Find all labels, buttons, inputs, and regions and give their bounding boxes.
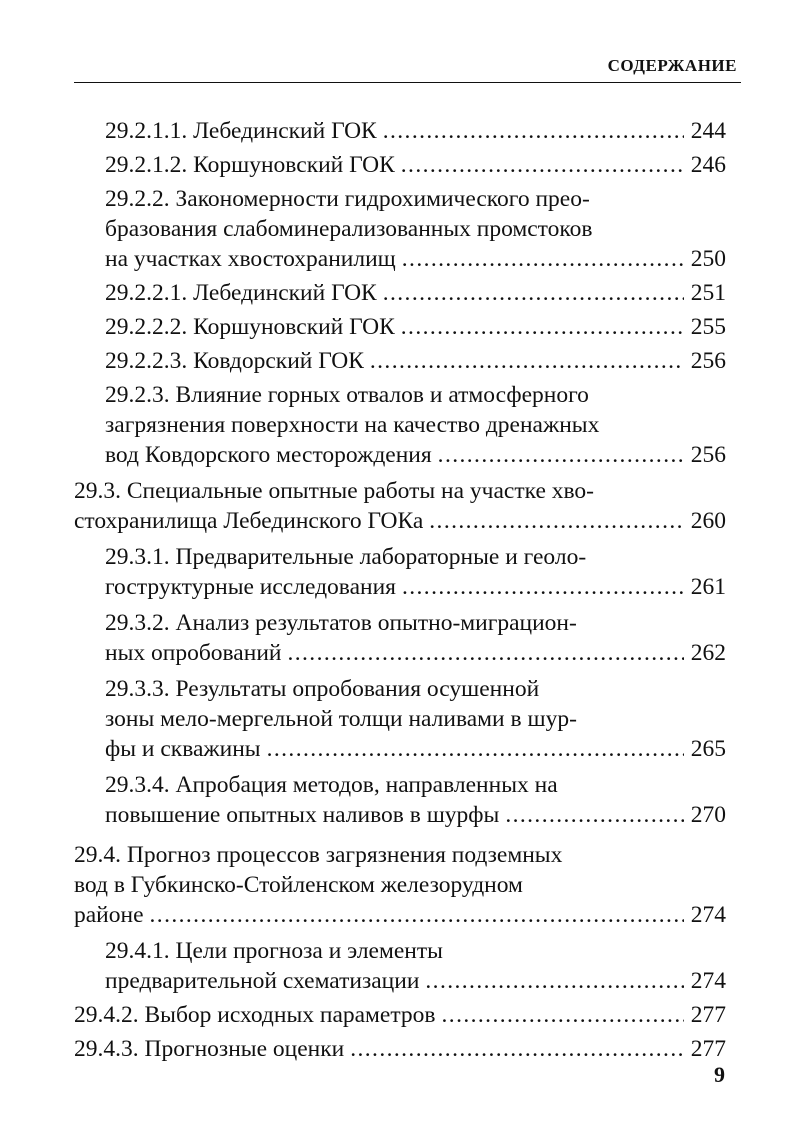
dot-leader [150, 900, 684, 930]
dot-leader [401, 312, 684, 342]
toc-page-number: 261 [690, 574, 726, 600]
toc-page-number: 274 [690, 902, 726, 928]
toc-entry-line: 29.3.1. Предварительные лабораторные и геоло- [105, 544, 587, 570]
toc-page-number: 244 [690, 118, 726, 144]
toc-entry-line: 29.3.2. Анализ результатов опытно-миграцион- [105, 610, 577, 636]
header-rule [74, 82, 741, 83]
toc-entry-line: гоструктурные исследования [105, 574, 396, 600]
toc-entry-29-2-2-1[interactable] [74, 278, 726, 308]
dot-leader [383, 278, 684, 308]
dot-leader [438, 440, 684, 470]
toc-page-number: 262 [690, 640, 726, 666]
page-number: 9 [714, 1062, 725, 1087]
dot-leader [429, 506, 684, 536]
toc-entry-29-2-2-2[interactable] [74, 312, 726, 342]
toc-entry-line: 29.3.3. Результаты опробования осушенной [105, 676, 540, 702]
toc-entry-29-3[interactable] [74, 476, 726, 536]
toc-entry-title: 29.2.2.3. Ковдорский ГОК [105, 348, 364, 374]
toc-entry-title: 29.2.1.1. Лебединский ГОК [105, 118, 377, 144]
toc-entry-line: стохранилища Лебединского ГОКа [74, 508, 424, 534]
toc-entry-line: повышение опытных наливов в шурфы [105, 802, 500, 828]
dot-leader [370, 346, 684, 376]
toc-entry-line: зоны мело-мергельной толщи наливами в шур- [105, 706, 577, 732]
dot-leader [267, 734, 684, 764]
table-of-contents [74, 116, 726, 1064]
toc-page-number: 250 [690, 246, 726, 272]
dot-leader [402, 572, 684, 602]
dot-leader [425, 966, 684, 996]
toc-entry-line: вод Ковдорского месторождения [105, 442, 432, 468]
toc-entry-29-2-3[interactable] [74, 380, 726, 470]
toc-entry-title: 29.4.2. Выбор исходных параметров [74, 1002, 436, 1028]
dot-leader [442, 1000, 684, 1030]
toc-entry-line: вод в Губкинско-Стойленском железорудном [74, 872, 523, 898]
toc-entry-line: 29.3. Специальные опытные работы на участке хво- [74, 478, 595, 504]
toc-entry-title: 29.2.2.2. Коршуновский ГОК [105, 314, 395, 340]
dot-leader [350, 1034, 684, 1064]
toc-page-number: 277 [690, 1036, 726, 1062]
toc-page-number: 277 [690, 1002, 726, 1028]
toc-entry-29-4[interactable] [74, 840, 726, 930]
toc-entry-line: фы и скважины [105, 736, 261, 762]
toc-entry-line: ных опробований [105, 640, 282, 666]
toc-entry-line: районе [74, 902, 144, 928]
toc-entry-line: загрязнения поверхности на качество дренажных [105, 412, 600, 438]
toc-entry-29-4-2[interactable] [74, 1000, 726, 1030]
dot-leader [383, 116, 684, 146]
toc-entry-line: бразования слабоминерализованных промстоков [105, 216, 593, 242]
toc-page-number: 251 [690, 280, 726, 306]
toc-entry-29-2-1-2[interactable] [74, 150, 726, 180]
toc-entry-line: на участках хвостохранилищ [105, 246, 396, 272]
toc-entry-29-4-1[interactable] [74, 936, 726, 996]
toc-page-number: 265 [690, 736, 726, 762]
running-head: СОДЕРЖАНИЕ [607, 56, 737, 75]
toc-page-number: 256 [690, 348, 726, 374]
toc-entry-29-3-2[interactable] [74, 608, 726, 668]
toc-entry-line: 29.2.3. Влияние горных отвалов и атмосферного [105, 382, 589, 408]
toc-page-number: 270 [690, 802, 726, 828]
dot-leader [287, 638, 684, 668]
toc-entry-29-3-4[interactable] [74, 770, 726, 830]
dot-leader [402, 244, 684, 274]
dot-leader [401, 150, 684, 180]
toc-entry-line: 29.2.2. Закономерности гидрохимического прео- [105, 186, 590, 212]
toc-entry-line: 29.4.1. Цели прогноза и элементы [105, 938, 443, 964]
toc-entry-29-3-3[interactable] [74, 674, 726, 764]
toc-page-number: 246 [690, 152, 726, 178]
toc-page-number: 256 [690, 442, 726, 468]
toc-page-number: 274 [690, 968, 726, 994]
toc-entry-title: 29.2.2.1. Лебединский ГОК [105, 280, 377, 306]
toc-entry-29-2-2-3[interactable] [74, 346, 726, 376]
toc-page-number: 260 [690, 508, 726, 534]
toc-entry-29-4-3[interactable] [74, 1034, 726, 1064]
toc-entry-title: 29.2.1.2. Коршуновский ГОК [105, 152, 395, 178]
toc-entry-29-3-1[interactable] [74, 542, 726, 602]
dot-leader [505, 800, 684, 830]
toc-entry-line: предварительной схематизации [105, 968, 420, 994]
toc-entry-line: 29.4. Прогноз процессов загрязнения подземных [74, 842, 563, 868]
toc-entry-line: 29.3.4. Апробация методов, направленных на [105, 772, 558, 798]
toc-page-number: 255 [690, 314, 726, 340]
toc-entry-29-2-2[interactable] [74, 184, 726, 274]
toc-entry-29-2-1-1[interactable] [74, 116, 726, 146]
toc-entry-title: 29.4.3. Прогнозные оценки [74, 1036, 345, 1062]
